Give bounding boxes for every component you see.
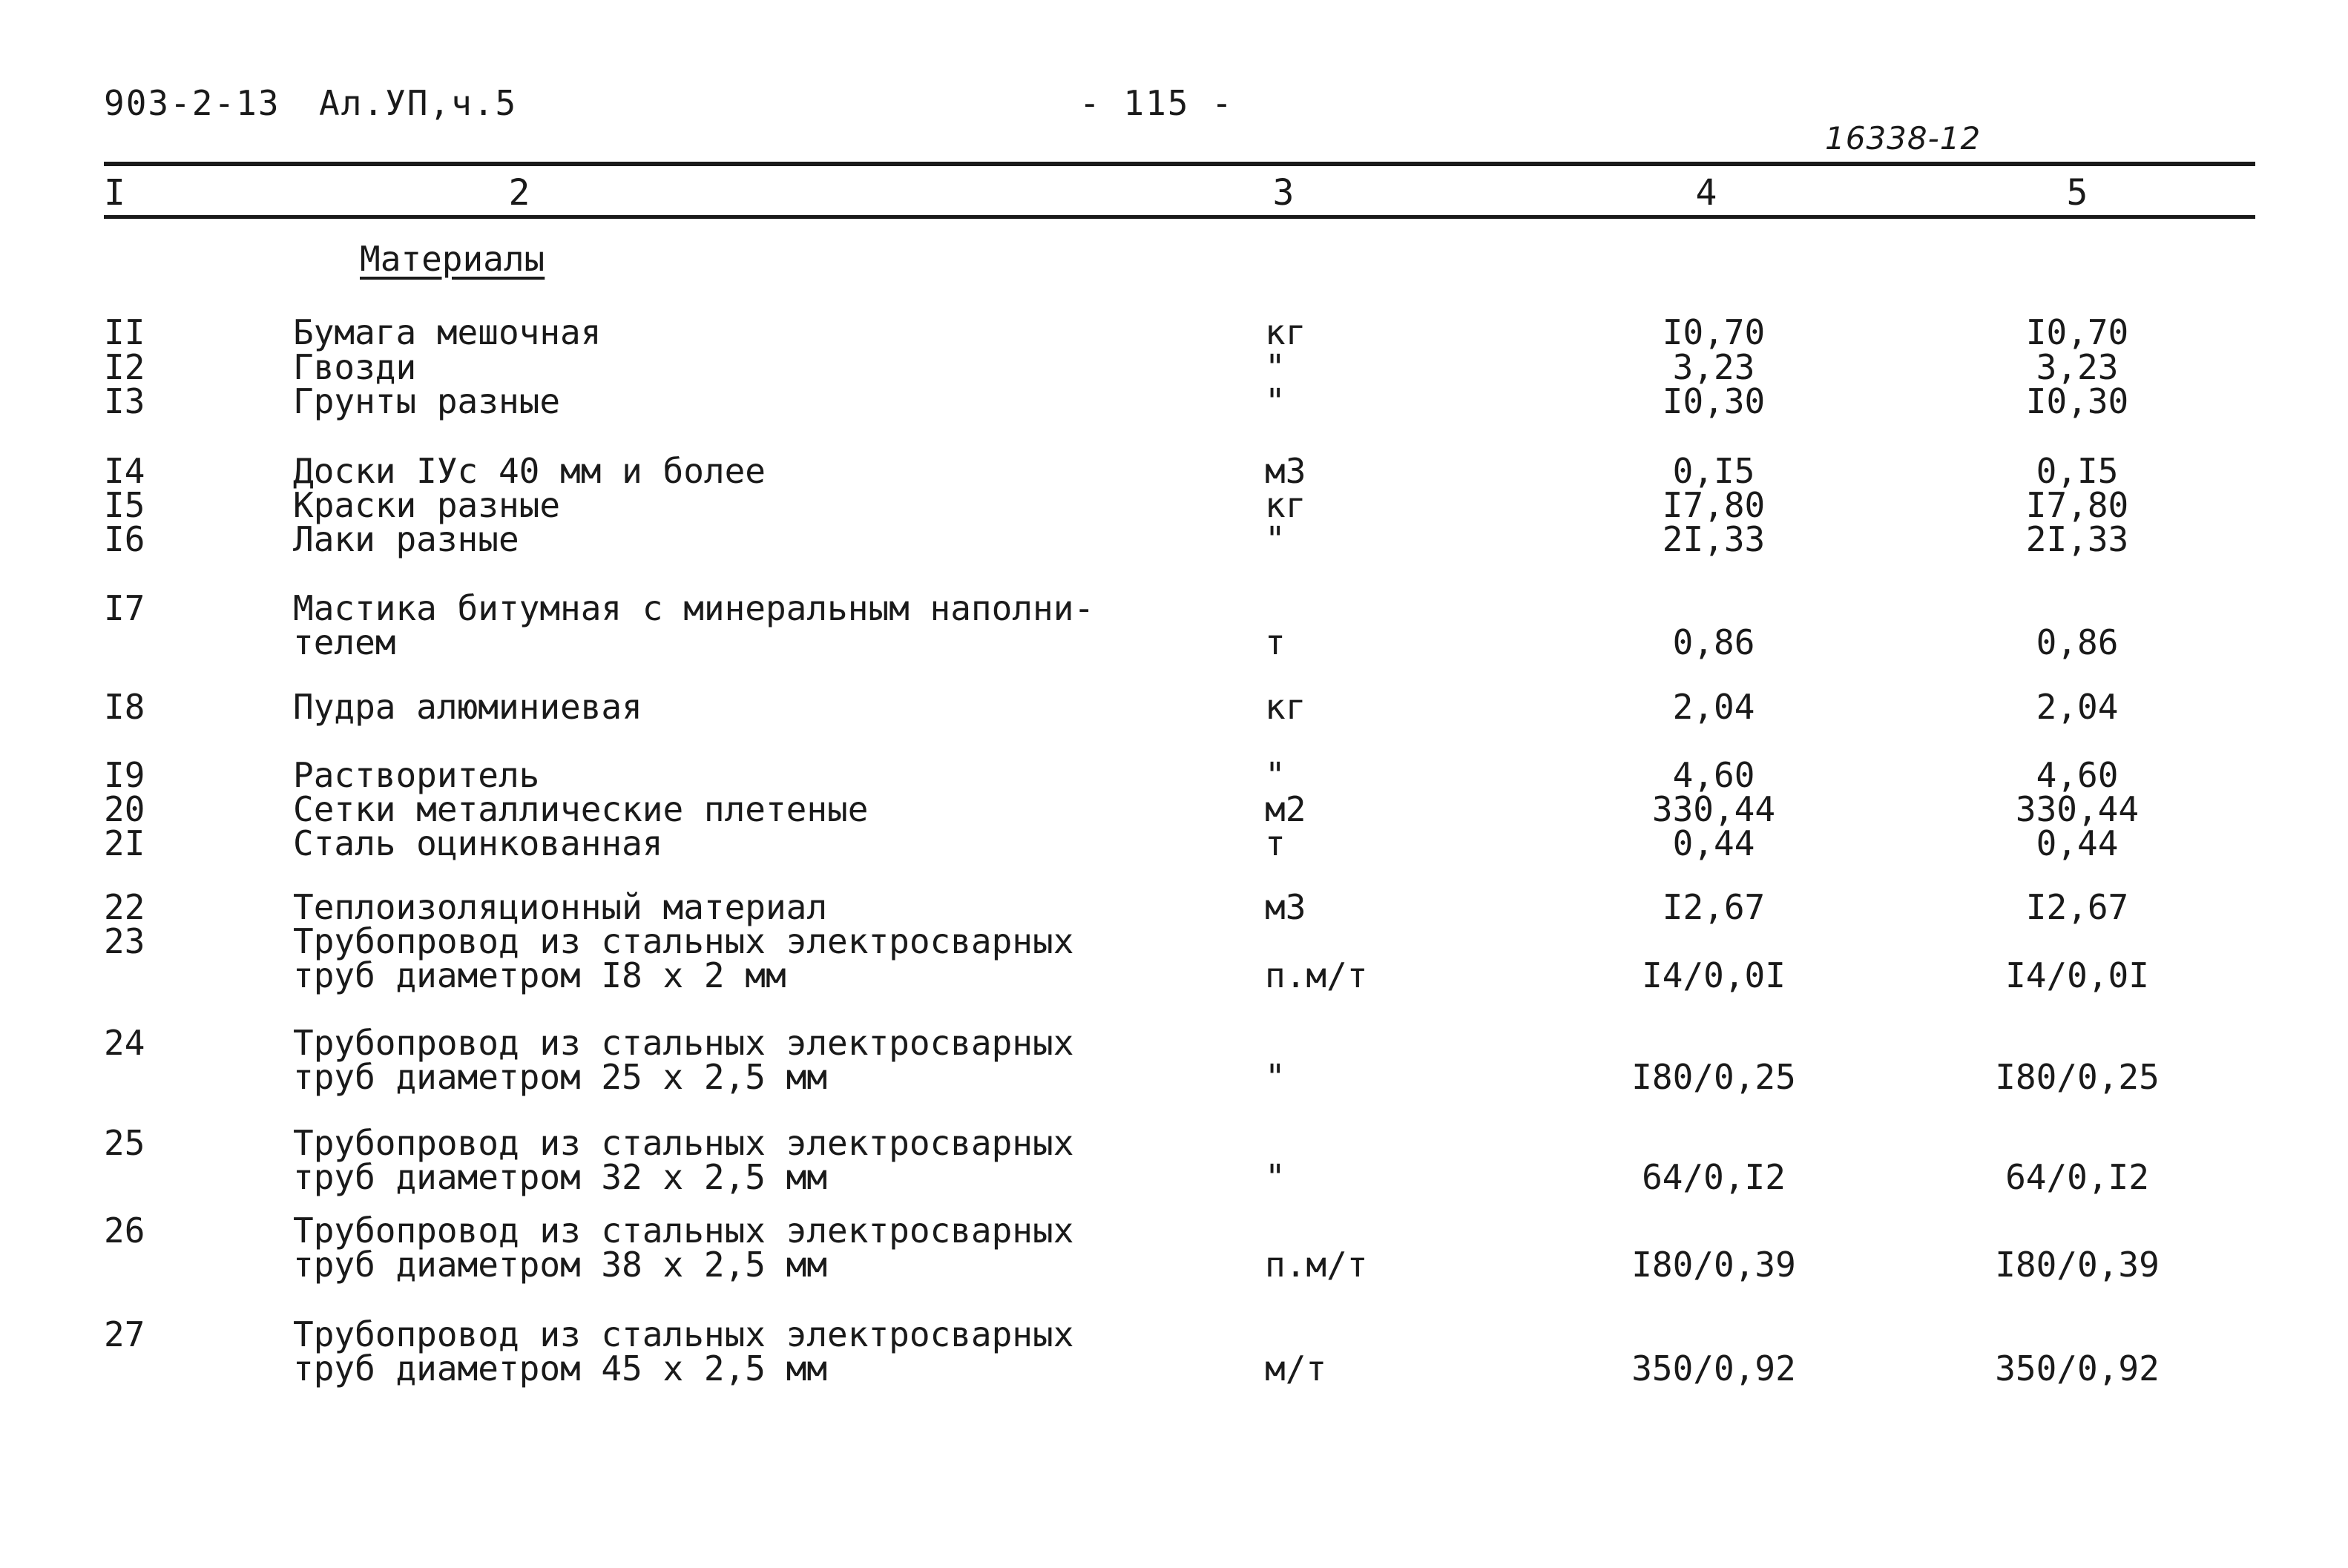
unit-of-measure: т	[1265, 622, 1286, 662]
row-number: I3	[104, 381, 145, 421]
unit-of-measure: "	[1265, 1157, 1286, 1197]
page-number: - 115 -	[1079, 83, 1234, 123]
quantity-column-4: 330,44	[1651, 789, 1776, 829]
row-number: I5	[104, 485, 145, 525]
material-name: труб диаметром 25 х 2,5 мм	[293, 1057, 828, 1097]
material-name: труб диаметром I8 х 2 мм	[293, 955, 786, 995]
unit-of-measure: п.м/т	[1265, 1245, 1368, 1285]
column-number-4: 4	[1695, 172, 1717, 214]
row-number: 27	[104, 1314, 145, 1354]
row-number: 23	[104, 921, 145, 961]
material-name: труб диаметром 32 х 2,5 мм	[293, 1157, 828, 1197]
quantity-column-4: 350/0,92	[1631, 1348, 1796, 1389]
unit-of-measure: кг	[1265, 687, 1306, 727]
unit-of-measure: "	[1265, 1057, 1286, 1097]
unit-of-measure: т	[1265, 823, 1286, 863]
material-name: Краски разные	[293, 485, 561, 525]
row-number: II	[104, 312, 145, 352]
quantity-column-4: 0,86	[1672, 622, 1755, 662]
material-name: Пудра алюминиевая	[293, 687, 642, 727]
quantity-column-4: 3,23	[1672, 347, 1755, 387]
material-name: труб диаметром 38 х 2,5 мм	[293, 1245, 828, 1285]
quantity-column-5: I0,30	[2025, 381, 2129, 421]
quantity-column-4: 64/0,I2	[1642, 1157, 1786, 1197]
unit-of-measure: п.м/т	[1265, 955, 1368, 995]
unit-of-measure: м/т	[1265, 1348, 1327, 1389]
quantity-column-4: 4,60	[1672, 755, 1755, 795]
row-number: 24	[104, 1023, 145, 1063]
material-name: Трубопровод из стальных электросварных	[293, 921, 1074, 961]
material-name: Грунты разные	[293, 381, 561, 421]
material-name: Растворитель	[293, 755, 540, 795]
quantity-column-5: I80/0,39	[1995, 1245, 2160, 1285]
unit-of-measure: "	[1265, 347, 1286, 387]
row-number: 2I	[104, 823, 145, 863]
quantity-column-5: 2,04	[2036, 687, 2119, 727]
material-name: Трубопровод из стальных электросварных	[293, 1023, 1074, 1063]
unit-of-measure: кг	[1265, 312, 1306, 352]
quantity-column-4: 0,I5	[1672, 451, 1755, 491]
row-number: 20	[104, 789, 145, 829]
quantity-column-5: 330,44	[2015, 789, 2140, 829]
quantity-column-4: 0,44	[1672, 823, 1755, 863]
quantity-column-4: I0,30	[1662, 381, 1766, 421]
material-name: Бумага мешочная	[293, 312, 602, 352]
material-name: Мастика битумная с минеральным наполни-	[293, 588, 1095, 628]
row-number: I7	[104, 588, 145, 628]
material-name: Трубопровод из стальных электросварных	[293, 1123, 1074, 1163]
quantity-column-5: 0,I5	[2036, 451, 2119, 491]
quantity-column-5: I0,70	[2025, 312, 2129, 352]
quantity-column-4: I80/0,39	[1631, 1245, 1796, 1285]
unit-of-measure: кг	[1265, 485, 1306, 525]
row-number: I2	[104, 347, 145, 387]
row-number: 22	[104, 887, 145, 927]
quantity-column-5: I2,67	[2025, 887, 2129, 927]
unit-of-measure: "	[1265, 519, 1286, 559]
quantity-column-4: I7,80	[1662, 485, 1766, 525]
quantity-column-5: 3,23	[2036, 347, 2119, 387]
quantity-column-5: I80/0,25	[1995, 1057, 2160, 1097]
unit-of-measure: "	[1265, 755, 1286, 795]
material-name: Теплоизоляционный материал	[293, 887, 828, 927]
unit-of-measure: м3	[1265, 887, 1306, 927]
quantity-column-5: 64/0,I2	[2005, 1157, 2149, 1197]
unit-of-measure: м2	[1265, 789, 1306, 829]
row-number: I6	[104, 519, 145, 559]
unit-of-measure: м3	[1265, 451, 1306, 491]
quantity-column-4: I0,70	[1662, 312, 1766, 352]
quantity-column-5: I7,80	[2025, 485, 2129, 525]
quantity-column-4: I2,67	[1662, 887, 1766, 927]
material-name: Сетки металлические плетеные	[293, 789, 869, 829]
row-number: I4	[104, 451, 145, 491]
material-name: Трубопровод из стальных электросварных	[293, 1314, 1074, 1354]
row-number: I9	[104, 755, 145, 795]
quantity-column-4: 2,04	[1672, 687, 1755, 727]
material-name: телем	[293, 622, 396, 662]
quantity-column-5: 2I,33	[2025, 519, 2129, 559]
row-number: 25	[104, 1123, 145, 1163]
column-number-1: I	[104, 172, 125, 214]
material-name: Доски IУс 40 мм и более	[293, 451, 766, 491]
unit-of-measure: "	[1265, 381, 1286, 421]
material-name: Трубопровод из стальных электросварных	[293, 1210, 1074, 1251]
quantity-column-4: I80/0,25	[1631, 1057, 1796, 1097]
section-title: Материалы	[360, 239, 545, 279]
material-name: Лаки разные	[293, 519, 519, 559]
row-number: 26	[104, 1210, 145, 1251]
quantity-column-5: 0,44	[2036, 823, 2119, 863]
quantity-column-4: 2I,33	[1662, 519, 1766, 559]
album-reference: Ал.УП,ч.5	[319, 83, 518, 123]
column-number-3: 3	[1272, 172, 1295, 214]
column-number-5: 5	[2066, 172, 2088, 214]
quantity-column-5: 4,60	[2036, 755, 2119, 795]
handwritten-stamp: 16338-12	[1825, 120, 1982, 157]
material-name: труб диаметром 45 х 2,5 мм	[293, 1348, 828, 1389]
quantity-column-5: 350/0,92	[1995, 1348, 2160, 1389]
quantity-column-5: I4/0,0I	[2005, 955, 2149, 995]
quantity-column-4: I4/0,0I	[1642, 955, 1786, 995]
column-number-2: 2	[508, 172, 530, 214]
row-number: I8	[104, 687, 145, 727]
quantity-column-5: 0,86	[2036, 622, 2119, 662]
material-name: Гвозди	[293, 347, 417, 387]
material-name: Сталь оцинкованная	[293, 823, 663, 863]
document-code: 903-2-13	[104, 83, 280, 123]
